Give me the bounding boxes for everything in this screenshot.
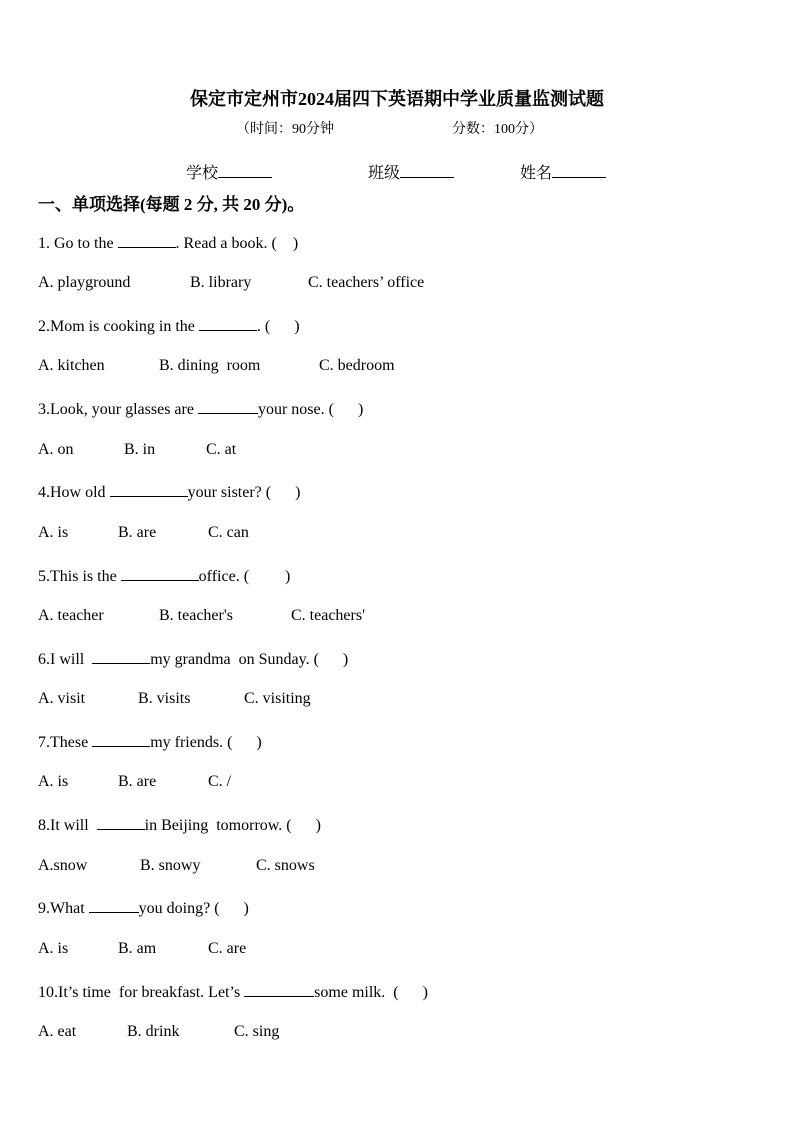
class-field (368, 160, 454, 183)
question-text-before: 10.It’s time for breakfast. Let’s (38, 984, 245, 1001)
option-b: B. teacher's (159, 607, 233, 624)
question-text-before: 7.These (38, 734, 93, 751)
answer-blank (199, 316, 257, 331)
school-field (186, 160, 272, 183)
answer-blank (121, 566, 199, 581)
question-text-before: 2.Mom is cooking in the (38, 318, 199, 335)
school-label: 学校 (186, 165, 219, 182)
option-a: A. visit (38, 690, 86, 707)
question-text-before: 3.Look, your glasses are (38, 401, 198, 418)
option-a: A. eat (38, 1023, 77, 1040)
question-text-after: . Read a book. ( ) (175, 235, 299, 252)
option-a: A. playground (38, 274, 131, 291)
option-c: C. are (208, 940, 247, 957)
option-b: B. in (124, 441, 156, 458)
option-a: A. teacher (38, 607, 104, 624)
option-b: B. dining room (159, 357, 261, 374)
answer-blank (198, 399, 258, 414)
question-text-after: your nose. ( ) (257, 401, 364, 418)
option-b: B. visits (138, 690, 191, 707)
name-label: 姓名 (520, 165, 553, 182)
class-label: 班级 (368, 165, 401, 182)
question-text-before: 8.It will (38, 817, 97, 834)
question-text-after: office. ( ) (198, 568, 291, 585)
question-6 (38, 649, 348, 669)
option-a: A. kitchen (38, 357, 105, 374)
question-5 (38, 566, 290, 586)
question-text-before: 1. Go to the (38, 235, 118, 252)
option-b: B. drink (127, 1023, 180, 1040)
question-text-after: you doing? ( ) (138, 900, 249, 917)
option-b: B. are (118, 524, 157, 541)
option-a: A. is (38, 940, 69, 957)
option-c: C. at (206, 441, 237, 458)
option-a: A. is (38, 773, 69, 790)
exam-time: （时间：90分钟 (236, 122, 334, 137)
school-blank (218, 163, 272, 178)
option-c: C. sing (234, 1023, 280, 1040)
question-text-after: some milk. ( ) (314, 984, 428, 1001)
option-c: C. can (208, 524, 249, 541)
option-a: A. is (38, 524, 69, 541)
option-b: B. are (118, 773, 157, 790)
answer-blank (97, 815, 145, 830)
question-7 (38, 732, 262, 752)
option-c: C. teachers’ office (308, 274, 425, 291)
question-3 (38, 399, 363, 419)
name-blank (552, 163, 606, 178)
section-heading: 一、单项选择(每题 2 分, 共 20 分)。 (38, 195, 305, 214)
question-8 (38, 815, 321, 835)
question-2 (38, 316, 300, 336)
answer-blank (244, 982, 314, 997)
option-c: C. teachers' (291, 607, 365, 624)
name-field (520, 160, 606, 183)
class-blank (400, 163, 454, 178)
option-b: B. am (118, 940, 157, 957)
option-a: A.snow (38, 857, 88, 874)
option-c: C. bedroom (319, 357, 395, 374)
answer-blank (92, 732, 150, 747)
answer-blank (118, 233, 176, 248)
question-text-after: in Beijing tomorrow. ( ) (144, 817, 321, 834)
option-a: A. on (38, 441, 74, 458)
option-b: B. snowy (140, 857, 201, 874)
option-b: B. library (190, 274, 252, 291)
question-10 (38, 982, 428, 1002)
question-1 (38, 233, 298, 253)
question-text-before: 6.I will (38, 651, 93, 668)
answer-blank (110, 482, 188, 497)
question-text-before: 9.What (38, 900, 89, 917)
question-text-before: 4.How old (38, 484, 110, 501)
option-c: C. snows (256, 857, 315, 874)
question-text-after: my friends. ( ) (150, 734, 262, 751)
answer-blank (92, 649, 150, 664)
exam-title: 保定市定州市2024届四下英语期中学业质量监测试题 (190, 89, 604, 109)
question-4 (38, 482, 300, 502)
question-text-after: your sister? ( ) (187, 484, 301, 501)
option-c: C. / (208, 773, 232, 790)
option-c: C. visiting (244, 690, 311, 707)
question-text-after: . ( ) (256, 318, 300, 335)
answer-blank (89, 898, 139, 913)
question-text-before: 5.This is the (38, 568, 121, 585)
question-text-after: my grandma on Sunday. ( ) (150, 651, 349, 668)
exam-score: 分数：100分） (452, 122, 543, 137)
question-9 (38, 898, 249, 918)
